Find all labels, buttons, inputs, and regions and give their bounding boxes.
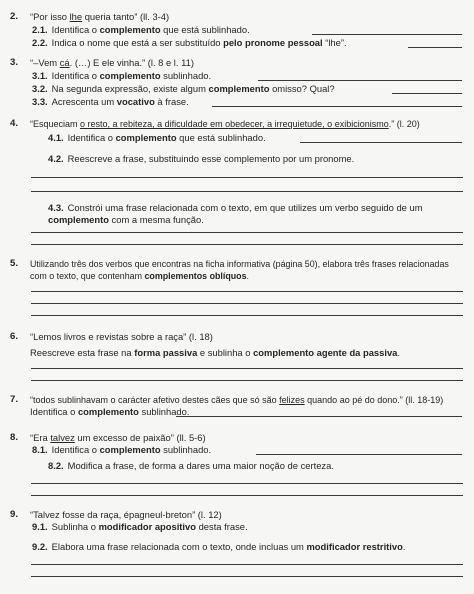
answer-line[interactable] — [31, 177, 463, 178]
exercise-prompt: “Era talvez um excesso de paixão” (ll. 5-6) — [30, 432, 206, 443]
exercise-number: 6. — [10, 331, 19, 342]
exercise-prompt: “Lemos livros e revistas sobre a raça” (l. 18) Reescreve esta frase na forma passiva e sublinha o complemento agente da passiva. — [30, 331, 401, 358]
exercise-prompt: “Por isso lhe queria tanto” (ll. 3-4) — [30, 11, 170, 22]
answer-line[interactable] — [31, 564, 463, 565]
answer-line[interactable] — [31, 380, 463, 381]
answer-line[interactable] — [31, 368, 463, 369]
exercise-prompt: “Esqueciam o resto, a rebiteza, a dificuldade em obedecer, a irrequietude, o exibicionismo.” (l. 20) — [30, 119, 420, 129]
answer-line[interactable] — [31, 483, 463, 484]
exercise-number: 5. — [10, 258, 19, 269]
question-8-1: 8.1. Identifica o complemento sublinhado. — [32, 444, 212, 455]
exercise-number: 3. — [10, 57, 19, 68]
question-9-2: 9.2. Elabora uma frase relacionada com o texto, onde incluas um modificador restritivo. — [32, 541, 406, 552]
question-4-3-cont: complemento com a mesma função. — [48, 214, 204, 225]
answer-line[interactable] — [31, 244, 463, 245]
exercise-number: 9. — [10, 509, 19, 520]
question-2-1: 2.1. Identifica o complemento que está sublinhado. — [32, 24, 250, 35]
answer-line[interactable] — [31, 232, 463, 233]
answer-line[interactable] — [212, 106, 462, 107]
answer-line[interactable] — [31, 303, 463, 304]
question-9-1: 9.1. Sublinha o modificador apositivo desta frase. — [32, 521, 248, 532]
exercise-number: 4. — [10, 118, 19, 129]
exercise-prompt: Utilizando três dos verbos que encontras na ficha informativa (página 50), elabora três frases relacionadas com o texto, que contenham complementos oblíquos. — [30, 259, 449, 281]
question-3-2: 3.2. Na segunda expressão, existe algum complemento omisso? Qual? — [32, 83, 335, 94]
exercise-number: 7. — [10, 394, 19, 405]
answer-line[interactable] — [258, 80, 462, 81]
exercise-number: 2. — [10, 11, 19, 22]
answer-line[interactable] — [31, 191, 463, 192]
exercise-prompt: “todos sublinhavam o carácter afetivo destes cães que só são felizes quando ao pé do dono.” (ll. 18-19) Identifica o complemento sublinhado. — [30, 395, 444, 417]
answer-line[interactable] — [176, 416, 462, 417]
question-2-2: 2.2. Indica o nome que está a ser substituído pelo pronome pessoal “lhe”. — [32, 37, 347, 48]
answer-line[interactable] — [31, 576, 463, 577]
answer-line[interactable] — [408, 47, 462, 48]
answer-line[interactable] — [392, 93, 462, 94]
question-3-1: 3.1. Identifica o complemento sublinhado. — [32, 70, 212, 81]
question-4-3: 4.3. Constrói uma frase relacionada com o texto, em que utilizes um verbo seguido de um — [48, 202, 423, 213]
exercise-prompt: “Talvez fosse da raça, épagneul-breton” (l. 12) — [30, 509, 222, 520]
answer-line[interactable] — [31, 495, 463, 496]
exercise-prompt: “–Vem cá. (…) E ele vinha.” (l. 8 e l. 11) — [30, 57, 194, 68]
answer-line[interactable] — [31, 291, 463, 292]
answer-line[interactable] — [312, 34, 462, 35]
answer-line[interactable] — [31, 315, 463, 316]
question-4-1: 4.1. Identifica o complemento que está sublinhado. — [48, 132, 266, 143]
answer-line[interactable] — [300, 142, 462, 143]
question-8-2: 8.2. Modifica a frase, de forma a dares uma maior noção de certeza. — [48, 460, 334, 471]
question-3-3: 3.3. Acrescenta um vocativo à frase. — [32, 96, 189, 107]
exercise-number: 8. — [10, 432, 19, 443]
question-4-2: 4.2. Reescreve a frase, substituindo esse complemento por um pronome. — [48, 153, 355, 164]
answer-line[interactable] — [256, 454, 462, 455]
